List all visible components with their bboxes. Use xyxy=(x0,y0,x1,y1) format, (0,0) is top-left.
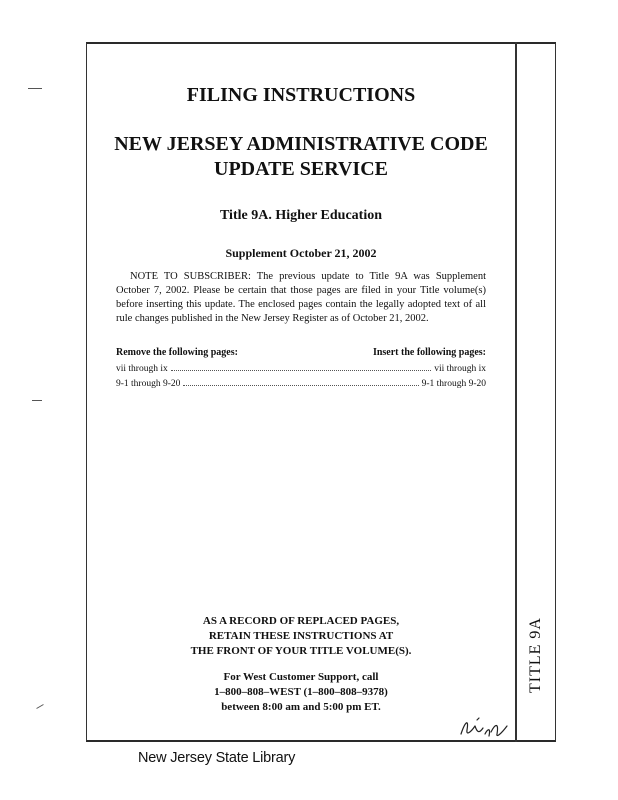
page-row xyxy=(116,377,486,389)
remove-header: Remove the following pages: xyxy=(116,347,238,358)
library-stamp: New Jersey State Library xyxy=(138,750,296,766)
remove-pages: vii through ix xyxy=(116,364,168,374)
handwritten-initials xyxy=(455,712,515,742)
record-line: THE FRONT OF YOUR TITLE VOLUME(S). xyxy=(190,645,412,657)
record-line: RETAIN THESE INSTRUCTIONS AT xyxy=(208,630,394,642)
scan-mark xyxy=(28,88,42,89)
title-tab xyxy=(518,600,554,710)
record-line: AS A RECORD OF REPLACED PAGES, xyxy=(202,615,400,627)
remove-pages: 9-1 through 9-20 xyxy=(116,379,181,389)
tab-divider xyxy=(515,42,517,742)
page-row xyxy=(116,362,486,374)
leader-dots xyxy=(171,362,432,371)
support-line: 1–800–808–WEST (1–800–808–9378) xyxy=(214,686,388,698)
scan-mark xyxy=(32,400,42,401)
insert-pages: 9-1 through 9-20 xyxy=(421,379,486,389)
insert-header: Insert the following pages: xyxy=(372,347,486,358)
leader-dots xyxy=(183,377,418,386)
page-heading: FILING INSTRUCTIONS xyxy=(186,84,416,106)
customer-support xyxy=(88,670,514,715)
subscriber-note: NOTE TO SUBSCRIBER: The previous update to Title 9A was Supplement October 7, 2002. Please be certain that those pages are filed in your Title volume(s) before inserting this update. The enclosed pages contain the legally adopted text of all rule changes published in the New Jersey Register as of October 21, 2002. xyxy=(116,271,486,324)
pages-table-header xyxy=(116,347,486,358)
subject-title: Title 9A. Higher Education xyxy=(219,208,383,223)
insert-pages: vii through ix xyxy=(434,364,486,374)
code-title-line: UPDATE SERVICE xyxy=(214,158,388,180)
code-title xyxy=(88,132,514,182)
code-title-line: NEW JERSEY ADMINISTRATIVE CODE xyxy=(114,133,488,155)
support-line: between 8:00 am and 5:00 pm ET. xyxy=(221,701,381,713)
support-line: For West Customer Support, call xyxy=(223,671,379,683)
tab-label-text: TITLE 9A xyxy=(527,617,545,693)
scan-mark xyxy=(36,704,43,709)
record-instructions xyxy=(88,614,514,659)
supplement-date: Supplement October 21, 2002 xyxy=(225,246,377,260)
